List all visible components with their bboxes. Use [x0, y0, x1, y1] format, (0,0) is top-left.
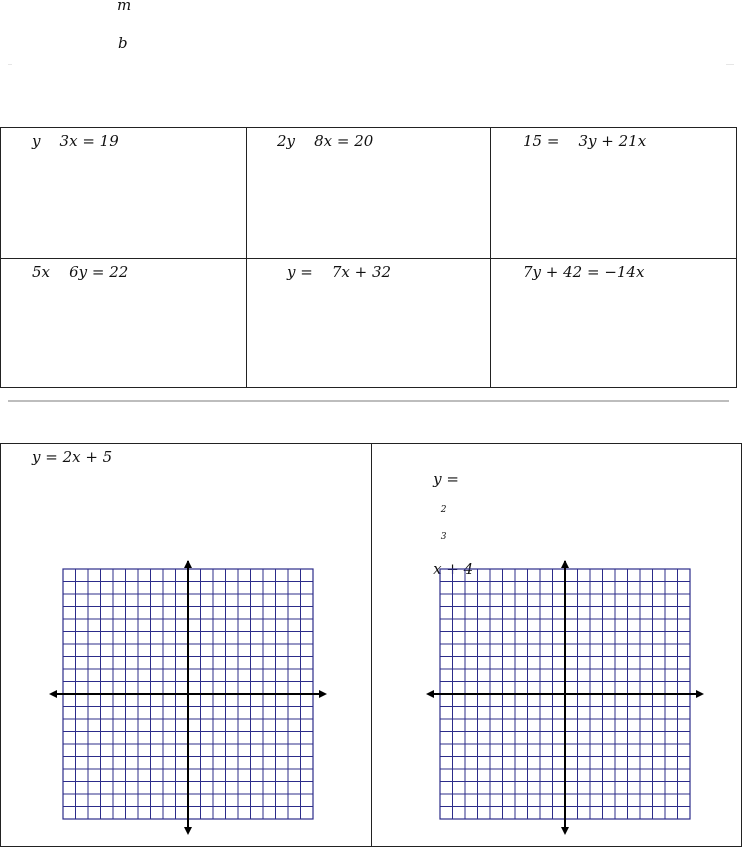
y-axis-arrow-down	[184, 827, 192, 835]
fraction-numerator: 2	[440, 505, 447, 515]
x-axis-arrow-left	[49, 690, 57, 698]
variable-b-label: b	[118, 34, 128, 52]
graph-equation-2-prefix: y =	[433, 470, 459, 488]
y-axis-arrow-down	[561, 827, 569, 835]
x-axis-arrow-left	[426, 690, 434, 698]
equation-cell	[247, 259, 491, 388]
table-row	[1, 259, 737, 388]
faint-rule-left	[8, 64, 12, 65]
equation-text: y 3x = 19	[32, 132, 119, 150]
table-row	[1, 128, 737, 259]
coordinate-grid-1	[49, 560, 329, 836]
equation-text: 2y 8x = 20	[277, 132, 374, 150]
coordinate-grid-2	[426, 560, 706, 836]
graph-equation-2-suffix: x + 4	[433, 560, 474, 578]
fraction-denominator: 3	[440, 532, 447, 542]
section-divider	[8, 400, 729, 402]
y-axis-arrow-up	[561, 560, 569, 568]
equation-cell	[247, 128, 491, 259]
equation-cell	[491, 128, 737, 259]
fraction	[435, 488, 452, 560]
variable-m-label: m	[117, 0, 132, 14]
equation-text: 15 = 3y + 21x	[523, 132, 647, 150]
graph-panel-2	[371, 443, 742, 847]
faint-rule-right	[726, 64, 734, 65]
equation-cell	[1, 128, 247, 259]
x-axis-arrow-right	[696, 690, 704, 698]
equation-text: y = 7x + 32	[287, 263, 392, 281]
equation-cell	[1, 259, 247, 388]
x-axis-arrow-right	[319, 690, 327, 698]
y-axis-arrow-up	[184, 560, 192, 568]
equation-text: 7y + 42 = −14x	[523, 263, 645, 281]
graph-panel-1	[0, 443, 372, 847]
graph-equation-1: y = 2x + 5	[32, 448, 113, 466]
equation-cell	[491, 259, 737, 388]
equations-table	[0, 127, 737, 388]
equation-text: 5x 6y = 22	[32, 263, 129, 281]
